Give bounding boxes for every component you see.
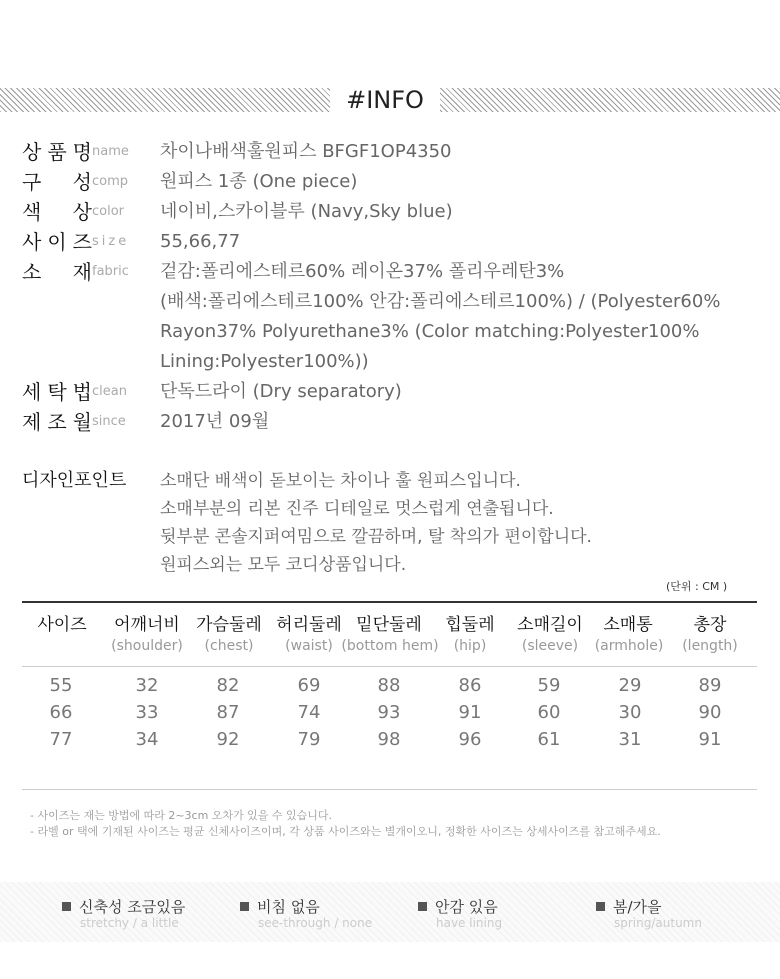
- spec-label-en: fabric: [92, 264, 129, 279]
- spec-label-en: clean: [92, 384, 127, 399]
- spec-label-char: 성: [72, 170, 92, 194]
- design-point-line: 소매단 배색이 돋보이는 차이나 훌 원피스입니다.: [160, 471, 521, 491]
- table-header: 소매길이: [517, 615, 583, 635]
- table-header-en: (sleeve): [521, 638, 579, 654]
- spec-label: [22, 257, 92, 287]
- table-header: 총장: [693, 615, 727, 635]
- table-cell: 82: [216, 675, 240, 696]
- spec-label-char: 소: [22, 260, 42, 284]
- spec-value: 55,66,77: [160, 231, 241, 252]
- spec-label-char: 구: [22, 170, 42, 194]
- spec-label: [22, 377, 92, 407]
- spec-label: [22, 197, 92, 227]
- feature-label-en: have lining: [436, 916, 503, 930]
- note-line: - 사이즈는 재는 방법에 따라 2~3cm 오차가 있을 수 있습니다.: [30, 809, 333, 822]
- table-header: 어깨너비: [114, 615, 180, 635]
- spec-label-char: 품: [47, 140, 67, 164]
- spec-label-char: 법: [72, 380, 92, 404]
- spec-value: 네이비,스카이블루 (Navy,Sky blue): [160, 201, 453, 222]
- table-header: 소매통: [603, 615, 653, 635]
- table-header: 힙둘레: [445, 615, 495, 635]
- spec-label-en: size: [92, 234, 130, 249]
- feature-label: 신축성 조금있음: [79, 898, 186, 916]
- table-cell: 59: [537, 675, 561, 696]
- spec-label-char: 제: [22, 410, 42, 434]
- spec-label-char: 사: [22, 230, 42, 254]
- spec-value-line: (배색:폴리에스테르100% 안감:폴리에스테르100%) / (Polyester60%: [160, 291, 721, 312]
- table-cell: 32: [135, 675, 159, 696]
- table-header-en: (hip): [453, 638, 487, 654]
- table-cell: 89: [698, 675, 722, 696]
- feature-label-en: see-through / none: [258, 916, 373, 930]
- table-header-en: (bottom hem): [341, 638, 439, 654]
- table-cell: 98: [377, 729, 401, 750]
- spec-label-char: 색: [22, 200, 42, 224]
- table-cell: 29: [618, 675, 642, 696]
- table-cell: 34: [135, 729, 159, 750]
- spec-label-char: 탁: [47, 380, 67, 404]
- table-header-en: (chest): [204, 638, 254, 654]
- table-cell: 87: [216, 702, 240, 723]
- info-title: #INFO: [330, 86, 440, 114]
- table-bottom-rule: [22, 789, 757, 790]
- spec-value-line: 겉감:폴리에스테르60% 레이온37% 폴리우레탄3%: [160, 261, 565, 282]
- square-bullet-icon: [596, 902, 605, 911]
- feature-label-en: stretchy / a little: [80, 916, 179, 930]
- spec-label-en: name: [92, 144, 129, 159]
- design-point-text: [160, 467, 760, 579]
- table-header-en: (armhole): [594, 638, 664, 654]
- design-point-line: 소매부분의 리본 진주 디테일로 멋스럽게 연출됩니다.: [160, 499, 554, 519]
- table-header-en: (length): [682, 638, 738, 654]
- table-cell: 30: [618, 702, 642, 723]
- spec-value: 2017년 09월: [160, 411, 270, 432]
- design-point-line: 원피스외는 모두 코디상품입니다.: [160, 555, 407, 575]
- feature-label: 안감 있음: [435, 898, 498, 916]
- spec-label-char: 상: [22, 140, 42, 164]
- spec-label-char: 세: [22, 380, 42, 404]
- design-point-line: 뒷부분 콘솔지퍼여밈으로 깔끔하며, 탈 착의가 편이합니다.: [160, 527, 592, 547]
- table-cell: 33: [135, 702, 159, 723]
- spec-label: [22, 167, 92, 197]
- spec-value: [160, 257, 780, 377]
- note-line: - 라벨 or 택에 기재된 사이즈는 평균 신체사이즈이며, 각 상품 사이즈와는 별개이오니, 정확한 사이즈는 상세사이즈를 참고해주세요.: [30, 825, 661, 838]
- feature-see-through: [240, 898, 372, 930]
- feature-label-en: spring/autumn: [614, 916, 702, 930]
- table-cell: 90: [698, 702, 722, 723]
- spec-value: 원피스 1종 (One piece): [160, 171, 358, 192]
- square-bullet-icon: [240, 902, 249, 911]
- table-header-en: (waist): [285, 638, 333, 654]
- table-header-en: (shoulder): [111, 638, 183, 654]
- table-cell: 31: [618, 729, 642, 750]
- table-cell: 96: [458, 729, 482, 750]
- spec-value-line: Rayon37% Polyurethane3% (Color matching:Polyester100%: [160, 321, 700, 342]
- feature-label: 비침 없음: [257, 898, 320, 916]
- square-bullet-icon: [62, 902, 71, 911]
- table-cell: 91: [458, 702, 482, 723]
- spec-label: [22, 137, 92, 167]
- spec-label-en: since: [92, 414, 126, 429]
- square-bullet-icon: [418, 902, 427, 911]
- spec-label: [22, 407, 92, 437]
- spec-value: 단독드라이 (Dry separatory): [160, 381, 402, 402]
- table-header-rule: [22, 666, 757, 667]
- table-top-rule: [22, 601, 757, 603]
- size-notes: [30, 808, 661, 840]
- table-cell: 79: [297, 729, 321, 750]
- spec-label-char: 명: [72, 140, 92, 164]
- table-cell: 93: [377, 702, 401, 723]
- table-cell: 88: [377, 675, 401, 696]
- spec-label-char: 상: [72, 200, 92, 224]
- table-cell: 77: [49, 729, 73, 750]
- feature-lining: [418, 898, 502, 930]
- spec-label-en: comp: [92, 174, 129, 189]
- table-cell: 92: [216, 729, 240, 750]
- feature-label: 봄/가을: [613, 898, 662, 916]
- table-cell: 55: [49, 675, 73, 696]
- spec-label: [22, 227, 92, 257]
- table-cell: 74: [297, 702, 321, 723]
- spec-label-char: 월: [72, 410, 92, 434]
- table-cell: 60: [537, 702, 561, 723]
- spec-label-char: 재: [72, 260, 92, 284]
- unit-note: (단위 : CM ): [666, 580, 728, 593]
- feature-stretch: [62, 898, 185, 930]
- table-header: 허리둘레: [276, 615, 342, 635]
- table-cell: 86: [458, 675, 482, 696]
- spec-label-en: color: [92, 204, 125, 219]
- table-cell: 91: [698, 729, 722, 750]
- spec-label-char: 이: [47, 230, 67, 254]
- spec-value-line: Lining:Polyester100%)): [160, 351, 369, 372]
- table-cell: 66: [49, 702, 73, 723]
- table-header: 사이즈: [37, 615, 87, 635]
- table-header: 가슴둘레: [196, 615, 262, 635]
- feature-season: [596, 898, 702, 930]
- spec-label-char: 즈: [72, 230, 92, 254]
- table-header: 밑단둘레: [356, 615, 422, 635]
- design-point-label: 디자인포인트: [22, 470, 127, 491]
- spec-value: 차이나배색훌원피스 BFGF1OP4350: [160, 141, 452, 162]
- spec-label-char: 조: [47, 410, 67, 434]
- table-cell: 61: [537, 729, 561, 750]
- table-cell: 69: [297, 675, 321, 696]
